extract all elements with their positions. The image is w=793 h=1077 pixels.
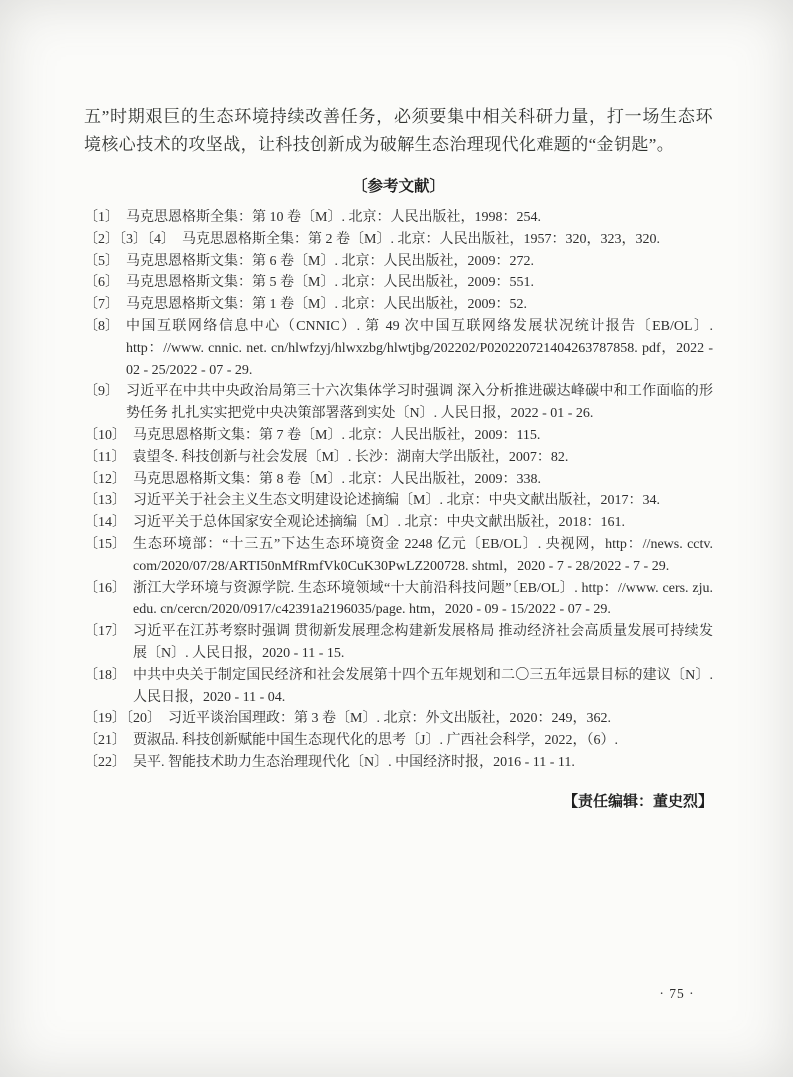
reference-label: 〔19〕〔20〕: [84, 711, 161, 727]
reference-item: [84, 665, 713, 709]
reference-item: [84, 381, 713, 425]
reference-item: [84, 730, 713, 752]
reference-text: 吴平. 智能技术助力生态治理现代化〔N〕. 中国经济时报，2016 - 11 - 11.: [133, 754, 575, 770]
reference-item: [84, 207, 713, 229]
reference-label: 〔8〕: [84, 318, 119, 334]
reference-label: 〔12〕: [84, 471, 126, 487]
reference-text: 马克思恩格斯文集：第 6 卷〔M〕. 北京：人民出版社，2009：272.: [126, 253, 534, 269]
reference-label: 〔22〕: [84, 754, 126, 770]
reference-text: 贾淑品. 科技创新赋能中国生态现代化的思考〔J〕. 广西社会科学，2022，（6）.: [133, 733, 618, 749]
reference-text: 生态环境部：“十三五”下达生态环境资金 2248 亿元〔EB/OL〕. 央视网，http：//news. cctv. com/2020/07/28/ARTI50nMfRmfVk0CuK30PwLZ200728. shtml，2020 - 7 - 28/2022 - 7 - 29.: [133, 536, 713, 574]
reference-item: [84, 229, 713, 251]
reference-text: 袁望冬. 科技创新与社会发展〔M〕. 长沙：湖南大学出版社，2007：82.: [132, 449, 569, 465]
references-list: [84, 207, 713, 774]
lead-paragraph: 五”时期艰巨的生态环境持续改善任务，必须要集中相关科研力量，打一场生态环境核心技术的攻坚战，让科技创新成为破解生态治理现代化难题的“金钥匙”。: [84, 107, 713, 154]
reference-label: 〔17〕: [84, 624, 126, 640]
reference-label: 〔14〕: [84, 515, 126, 531]
reference-label: 〔16〕: [84, 580, 126, 596]
reference-item: [84, 708, 713, 730]
reference-text: 习近平关于总体国家安全观论述摘编〔M〕. 北京：中央文献出版社，2018：161.: [133, 515, 625, 531]
reference-item: [84, 512, 713, 534]
page-number: · 75 ·: [659, 986, 695, 1001]
reference-label: 〔21〕: [84, 733, 126, 749]
managing-editor-credit: 【责任编辑：董史烈】: [562, 793, 713, 810]
reference-item: [84, 534, 713, 578]
reference-item: [84, 447, 713, 469]
reference-label: 〔10〕: [84, 427, 126, 443]
reference-item: [84, 425, 713, 447]
reference-text: 中国互联网络信息中心（CNNIC）. 第 49 次中国互联网络发展状况统计报告〔EB/OL〕. http：//www. cnnic. net. cn/hlwfzyj/hlwxzbg/hlwtjbg/202202/P020220721404263787858. pdf，2022 - 02 - 25/2022 - 07 - 29.: [126, 318, 713, 378]
reference-text: 中共中央关于制定国民经济和社会发展第十四个五年规划和二〇三五年远景目标的建议〔N〕. 人民日报，2020 - 11 - 04.: [133, 667, 713, 705]
reference-item: [84, 272, 713, 294]
reference-text: 马克思恩格斯全集：第 2 卷〔M〕. 北京：人民出版社，1957：320，323，320.: [182, 231, 660, 247]
reference-item: [84, 294, 713, 316]
reference-item: [84, 490, 713, 512]
reference-text: 习近平在江苏考察时强调 贯彻新发展理念构建新发展格局 推动经济社会高质量发展可持续发展〔N〕. 人民日报，2020 - 11 - 15.: [133, 624, 713, 661]
reference-text: 马克思恩格斯文集：第 1 卷〔M〕. 北京：人民出版社，2009：52.: [126, 297, 527, 313]
page-content: [84, 86, 713, 811]
reference-text: 习近平谈治国理政：第 3 卷〔M〕. 北京：外文出版社，2020：249，362.: [168, 711, 611, 727]
references-heading: 〔参考文献〕: [351, 178, 445, 195]
reference-item: [84, 251, 713, 273]
reference-label: 〔2〕〔3〕〔4〕: [84, 231, 175, 247]
reference-item: [84, 621, 713, 665]
reference-label: 〔18〕: [84, 667, 126, 683]
reference-text: 浙江大学环境与资源学院. 生态环境领域“十大前沿科技问题”〔EB/OL〕. http：//www. cers. zju. edu. cn/cercn/2020/0917/c42391a2196035/page. htm，2020 - 09 - 15/2022 - 07 - 29.: [133, 580, 713, 618]
reference-text: 马克思恩格斯文集：第 8 卷〔M〕. 北京：人民出版社，2009：338.: [133, 471, 541, 487]
reference-item: [84, 578, 713, 622]
reference-label: 〔15〕: [84, 536, 126, 552]
reference-label: 〔13〕: [84, 493, 126, 509]
reference-text: 马克思恩格斯全集：第 10 卷〔M〕. 北京：人民出版社，1998：254.: [126, 210, 541, 225]
reference-item: [84, 752, 713, 774]
reference-label: 〔5〕: [84, 253, 119, 269]
reference-text: 马克思恩格斯文集：第 7 卷〔M〕. 北京：人民出版社，2009：115.: [133, 427, 541, 443]
reference-item: [84, 469, 713, 491]
reference-text: 习近平关于社会主义生态文明建设论述摘编〔M〕. 北京：中央文献出版社，2017：34.: [133, 493, 660, 509]
reference-label: 〔11〕: [84, 449, 126, 465]
reference-label: 〔7〕: [84, 297, 119, 313]
reference-label: 〔9〕: [84, 384, 119, 400]
reference-text: 习近平在中共中央政治局第三十六次集体学习时强调 深入分析推进碳达峰碳中和工作面临的形势任务 扎扎实实把党中央决策部署落到实处〔N〕. 人民日报，2022 - 01 - 26.: [126, 384, 713, 422]
reference-label: 〔1〕: [84, 210, 119, 225]
reference-item: [84, 316, 713, 381]
reference-text: 马克思恩格斯文集：第 5 卷〔M〕. 北京：人民出版社，2009：551.: [126, 275, 534, 291]
reference-label: 〔6〕: [84, 275, 119, 291]
